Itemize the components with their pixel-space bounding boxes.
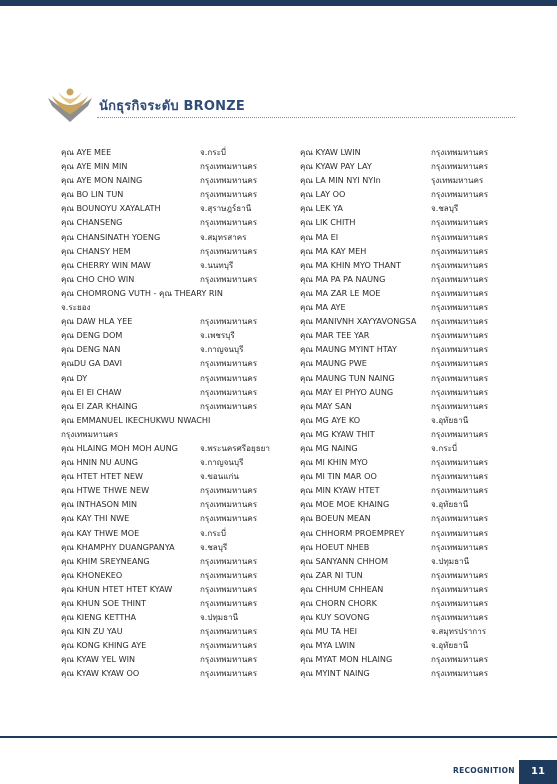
member-row — [61, 187, 296, 201]
member-name: คุณ MANIVNH XAYYAVONGSA — [300, 316, 417, 327]
member-name: คุณ HTET HTET NEW — [61, 471, 143, 482]
member-location: กรุงเทพมหานคร — [431, 457, 489, 468]
member-row — [300, 427, 500, 441]
member-name: คุณ DENG NAN — [61, 344, 121, 355]
member-name: คุณ HOEUT NHEB — [300, 541, 370, 552]
section-heading: นักธุรกิจระดับ BRONZE — [99, 99, 245, 114]
member-location: กรุงเทพมหานคร — [431, 668, 489, 679]
member-row — [61, 483, 296, 497]
member-location: จ.ปทุมธานี — [200, 612, 239, 623]
member-row — [300, 230, 500, 244]
member-name: คุณ HNIN NU AUNG — [61, 457, 138, 468]
member-name: คุณ KAY THI NWE — [61, 513, 130, 524]
member-name: คุณ MAUNG TUN NAING — [300, 372, 395, 383]
member-location: กรุงเทพมหานคร — [200, 513, 258, 524]
member-row — [300, 483, 500, 497]
member-name: คุณ AYE MON NAING — [61, 175, 143, 186]
member-location: กรุงเทพมหานคร — [431, 485, 489, 496]
member-name: คุณ KHAMPHY DUANGPANYA — [61, 541, 175, 552]
member-row — [61, 511, 296, 525]
member-name: คุณ MAUNG MYINT HTAY — [300, 344, 397, 355]
member-name: คุณ MI TIN MAR OO — [300, 471, 377, 482]
member-location: กรุงเทพมหานคร — [200, 598, 258, 608]
member-row — [61, 582, 296, 596]
member-name: คุณ KYAW PAY LAY — [300, 161, 372, 172]
member-name: คุณ EI EI CHAW — [61, 386, 122, 397]
member-location: จ.อุทัยธานี — [431, 414, 469, 425]
member-location: กรุงเทพมหานคร — [431, 527, 489, 538]
member-name: คุณ KHUN SOE THINT — [61, 598, 147, 608]
top-bar — [0, 0, 557, 6]
member-name: คุณ CHOMRONG VUTH - คุณ THEARY RIN — [61, 287, 223, 298]
member-location: กรุงเทพมหานคร — [200, 485, 258, 496]
member-location: กรุงเทพมหานคร — [200, 189, 258, 200]
member-row — [61, 624, 296, 638]
member-name: คุณ LA MIN NYI NYIn — [300, 175, 381, 186]
member-location: กรุงเทพมหานคร — [431, 612, 489, 623]
member-name: คุณ AYE MIN MIN — [61, 161, 128, 172]
footer-section-label: RECOGNITION — [453, 766, 515, 775]
member-location: จ.เพชรบุรี — [200, 330, 235, 341]
member-row — [61, 441, 296, 455]
member-row — [61, 455, 296, 469]
member-name: คุณ KIENG KETTHA — [61, 612, 136, 623]
member-name: คุณ MAY EI PHYO AUNG — [300, 386, 394, 397]
member-location: จ.สมุทรสาคร — [200, 231, 247, 242]
member-name: คุณ MA ZAR LE MOE — [300, 287, 381, 298]
member-name: คุณ MG AYE KO — [300, 414, 361, 425]
member-row — [300, 371, 500, 385]
member-name: คุณ MG NAING — [300, 442, 358, 453]
member-row — [300, 554, 500, 568]
member-location: กรุงเทพมหานคร — [431, 147, 489, 157]
member-location: กรุงเทพมหานคร — [431, 259, 489, 270]
member-name: คุณ DY — [61, 372, 88, 383]
member-location: กรุงเทพมหานคร — [431, 302, 489, 313]
member-name: คุณ BOUNOYU XAYALATH — [61, 203, 161, 214]
member-location: กรุงเทพมหานคร — [200, 583, 258, 594]
member-location: กรุงเทพมหานคร — [431, 344, 489, 355]
member-row — [300, 187, 500, 201]
member-row — [300, 596, 500, 610]
member-row — [61, 173, 296, 187]
member-name: คุณ KHUN HTET HTET KYAW — [61, 583, 173, 594]
member-name: คุณ MOE MOE KHAING — [300, 499, 390, 510]
member-location: จ.นนทบุรี — [200, 259, 234, 270]
member-row — [61, 314, 296, 328]
member-location: กรุงเทพมหานคร — [200, 626, 258, 637]
member-name: คุณ KONG KHING AYE — [61, 640, 147, 651]
member-name: คุณ MYAT MON HLAING — [300, 654, 393, 665]
member-name: คุณ BOEUN MEAN — [300, 513, 371, 524]
member-name: คุณ MU TA HEI — [300, 626, 357, 637]
member-row — [300, 328, 500, 342]
member-row — [61, 385, 296, 399]
member-name: คุณ MA KHIN MYO THANT — [300, 259, 401, 270]
member-name: คุณ MA EI — [300, 231, 339, 242]
member-location: จ.สุราษฎร์ธานี — [200, 203, 252, 214]
member-row — [61, 300, 296, 314]
member-row — [300, 201, 500, 215]
member-row — [61, 526, 296, 540]
member-location: กรุงเทพมหานคร — [431, 316, 489, 327]
member-row — [300, 526, 500, 540]
member-row — [300, 173, 500, 187]
member-row — [61, 215, 296, 229]
member-row — [300, 385, 500, 399]
member-location: กรุงเทพมหานคร — [200, 400, 258, 411]
member-row — [61, 356, 296, 370]
member-location: กรุงเทพมหานคร — [200, 217, 258, 228]
member-location: กรุงเทพมหานคร — [431, 189, 489, 200]
member-location: กรุงเทพมหานคร — [431, 358, 489, 369]
member-name: คุณ MG KYAW THIT — [300, 428, 375, 439]
member-location: จ.ปทุมธานี — [431, 555, 470, 566]
member-location: กรุงเทพมหานคร — [431, 513, 489, 524]
member-row — [300, 215, 500, 229]
member-row — [300, 666, 500, 680]
member-name: คุณ MA PA PA NAUNG — [300, 273, 386, 284]
member-row — [61, 145, 296, 159]
member-location: กรุงเทพมหานคร — [431, 287, 489, 298]
member-row — [61, 638, 296, 652]
member-row — [61, 610, 296, 624]
member-row — [61, 342, 296, 356]
member-row — [61, 427, 296, 441]
member-row — [61, 286, 296, 300]
member-name: คุณ KYAW LWIN — [300, 147, 361, 157]
member-row — [300, 540, 500, 554]
member-row — [300, 469, 500, 483]
member-row — [61, 159, 296, 173]
member-name: กรุงเทพมหานคร — [61, 428, 119, 439]
member-row — [300, 314, 500, 328]
member-location: จ.สมุทรปราการ — [431, 626, 487, 637]
member-name: คุณ CHHORM PROEMPREY — [300, 527, 405, 538]
member-name: คุณ AYE MEE — [61, 147, 112, 157]
member-row — [300, 145, 500, 159]
member-name: คุณ MI KHIN MYO — [300, 457, 368, 468]
member-location: กรุงเทพมหานคร — [200, 499, 258, 510]
member-location: กรุงเทพมหานคร — [431, 400, 489, 411]
member-location: จ.อุทัยธานี — [431, 499, 469, 510]
member-row — [61, 272, 296, 286]
member-row — [61, 469, 296, 483]
member-location: กรุงเทพมหานคร — [431, 386, 489, 397]
member-location: จ.กาญจนบุรี — [200, 344, 244, 355]
member-name: คุณ CHHUM CHHEAN — [300, 583, 384, 594]
member-name: คุณ CHO CHO WIN — [61, 273, 135, 284]
member-name: คุณ LAY OO — [300, 189, 346, 200]
member-name: คุณ SANYANN CHHOM — [300, 555, 389, 566]
member-location: กรุงเทพมหานคร — [431, 428, 489, 439]
member-name: คุณ INTHASON MIN — [61, 499, 138, 510]
member-name: คุณ MA KAY MEH — [300, 245, 367, 256]
member-name: คุณDU GA DAVI — [61, 358, 123, 369]
member-location: จ.กระบี่ — [200, 527, 227, 538]
member-row — [61, 596, 296, 610]
member-location: กรุงเทพมหานคร — [200, 245, 258, 256]
member-row — [300, 399, 500, 413]
member-row — [300, 624, 500, 638]
member-location: กรุงเทพมหานคร — [431, 654, 489, 665]
member-location: กรุงเทพมหานคร — [431, 161, 489, 172]
member-name: คุณ MIN KYAW HTET — [300, 485, 380, 496]
member-name: คุณ LIK CHITH — [300, 217, 356, 228]
member-name: คุณ HTWE THWE NEW — [61, 485, 150, 496]
member-row — [300, 159, 500, 173]
member-row — [61, 568, 296, 582]
member-name: คุณ CHORN CHORK — [300, 598, 377, 608]
member-name: คุณ HLAING MOH MOH AUNG — [61, 442, 178, 453]
member-location: กรุงเทพมหานคร — [431, 330, 489, 341]
member-location: จ.กระบี่ — [200, 147, 227, 157]
member-location: กรุงเทพมหานคร — [200, 175, 258, 186]
member-name: คุณ BO LIN TUN — [61, 189, 124, 200]
member-name: จ.ระยอง — [61, 302, 91, 313]
member-row — [61, 666, 296, 680]
member-location: กรุงเทพมหานคร — [431, 598, 489, 608]
member-location: กรุงเทพมหานคร — [431, 372, 489, 383]
member-row — [300, 497, 500, 511]
member-name: คุณ EI ZAR KHAING — [61, 400, 138, 411]
member-location: กรุงเทพมหานคร — [431, 217, 489, 228]
member-location: กรุงเทพมหานคร — [200, 386, 258, 397]
member-row — [300, 441, 500, 455]
member-location: กรุงเทพมหานคร — [200, 569, 258, 580]
member-name: คุณ MYINT NAING — [300, 668, 370, 679]
member-row — [300, 638, 500, 652]
member-name: คุณ CHERRY WIN MAW — [61, 259, 151, 270]
member-row — [300, 356, 500, 370]
member-row — [61, 540, 296, 554]
member-name: คุณ LEK YA — [300, 203, 343, 214]
member-location: กรุงเทพมหานคร — [431, 569, 489, 580]
member-row — [61, 371, 296, 385]
member-location: จ.กระบี่ — [431, 442, 458, 453]
member-row — [300, 582, 500, 596]
member-location: กรุงเทพมหานคร — [200, 316, 258, 327]
member-name: คุณ KIN ZU YAU — [61, 626, 123, 637]
member-location: กรุงเทพมหานคร — [200, 161, 258, 172]
member-row — [61, 413, 296, 427]
member-row — [300, 244, 500, 258]
page-number: 11 — [519, 760, 557, 784]
member-name: คุณ ZAR NI TUN — [300, 569, 363, 580]
member-row — [300, 652, 500, 666]
member-row — [300, 568, 500, 582]
member-name: คุณ KHIM SREYNEANG — [61, 555, 150, 566]
member-row — [61, 258, 296, 272]
member-row — [61, 230, 296, 244]
bronze-level-logo — [44, 84, 96, 124]
member-location: กรุงเทพมหานคร — [431, 245, 489, 256]
member-location: กรุงเทพมหานคร — [200, 358, 258, 369]
member-location: จ.พระนครศรีอยุธยา — [200, 442, 270, 453]
member-location: กรุงเทพมหานคร — [431, 583, 489, 594]
member-row — [300, 413, 500, 427]
member-row — [300, 286, 500, 300]
member-name: คุณ DAW HLA YEE — [61, 316, 133, 327]
member-name: คุณ MAY SAN — [300, 400, 352, 411]
member-name: คุณ MYA LWIN — [300, 640, 356, 651]
member-name: คุณ MA AYE — [300, 302, 346, 313]
member-location: กรุงเทพมหานคร — [200, 372, 258, 383]
member-row — [300, 258, 500, 272]
member-location: รุงเทพมหานคร — [431, 175, 484, 186]
member-location: กรุงเทพมหานคร — [200, 668, 258, 679]
member-location: กรุงเทพมหานคร — [431, 471, 489, 482]
member-location: กรุงเทพมหานคร — [200, 273, 258, 284]
member-location: กรุงเทพมหานคร — [200, 555, 258, 566]
member-row — [300, 610, 500, 624]
member-name: คุณ CHANSY HEM — [61, 245, 131, 256]
member-name: คุณ CHANSENG — [61, 217, 123, 228]
member-location: กรุงเทพมหานคร — [431, 541, 489, 552]
right-name-column — [300, 145, 500, 681]
member-row — [300, 342, 500, 356]
member-location: จ.อุทัยธานี — [431, 640, 469, 651]
member-name: คุณ CHANSINATH YOENG — [61, 231, 161, 242]
member-row — [61, 554, 296, 568]
footer-divider — [0, 736, 557, 738]
member-name: คุณ KYAW KYAW OO — [61, 668, 140, 679]
heading-divider — [97, 117, 515, 118]
member-row — [300, 300, 500, 314]
member-name: คุณ KUY SOVONG — [300, 612, 370, 623]
member-location: กรุงเทพมหานคร — [431, 231, 489, 242]
member-row — [300, 511, 500, 525]
member-row — [61, 328, 296, 342]
member-row — [61, 497, 296, 511]
member-name: คุณ KAY THWE MOE — [61, 527, 140, 538]
member-location: กรุงเทพมหานคร — [200, 640, 258, 651]
member-location: จ.กาญจนบุรี — [200, 457, 244, 468]
member-row — [300, 455, 500, 469]
member-name: คุณ EMMANUEL IKECHUKWU NWACHI — [61, 414, 211, 425]
member-location: กรุงเทพมหานคร — [431, 273, 489, 284]
member-row — [61, 201, 296, 215]
member-name: คุณ KYAW YEL WIN — [61, 654, 136, 665]
member-row — [61, 652, 296, 666]
member-name: คุณ MAUNG PWE — [300, 358, 367, 369]
member-name: คุณ KHONEKEO — [61, 569, 123, 580]
member-location: จ.ขอนแก่น — [200, 471, 239, 482]
member-row — [61, 399, 296, 413]
member-name: คุณ DENG DOM — [61, 330, 123, 341]
member-location: จ.ชลบุรี — [431, 203, 459, 214]
member-row — [61, 244, 296, 258]
member-row — [300, 272, 500, 286]
member-location: กรุงเทพมหานคร — [200, 654, 258, 665]
left-name-column — [61, 145, 296, 681]
member-name: คุณ MAR TEE YAR — [300, 330, 370, 341]
member-location: จ.ชลบุรี — [200, 541, 228, 552]
